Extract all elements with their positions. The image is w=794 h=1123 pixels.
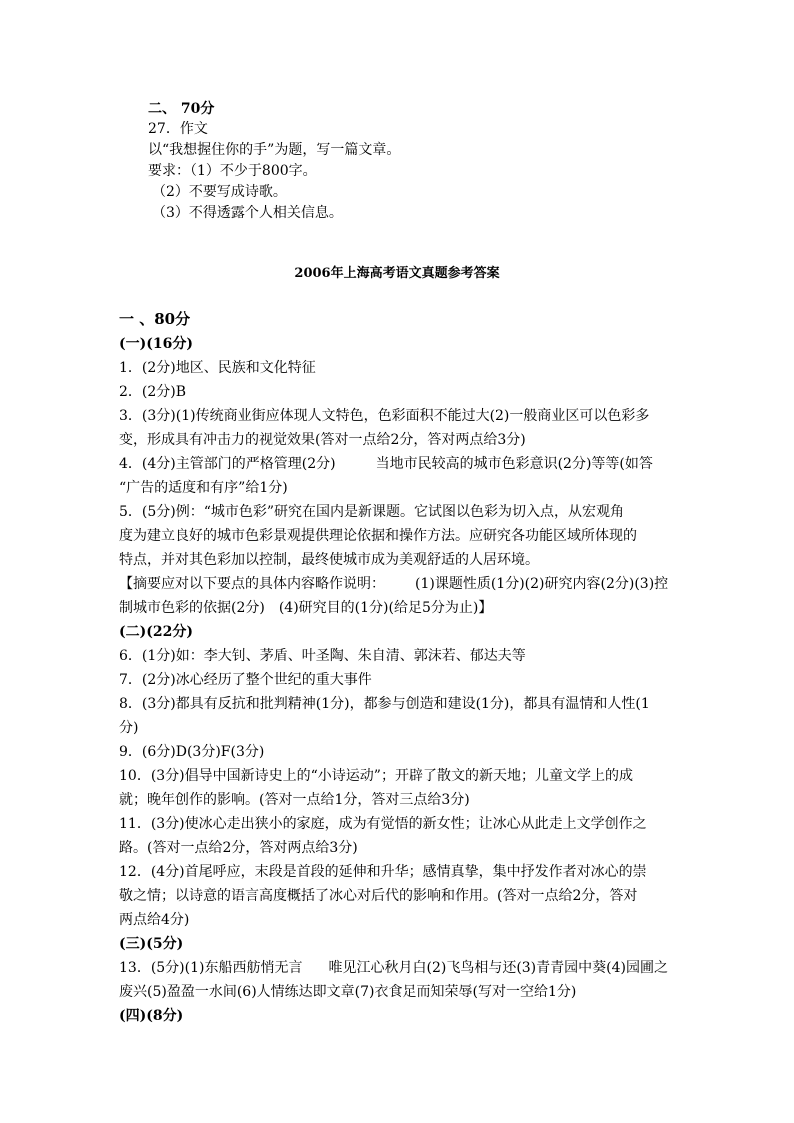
- answer-text: 13．(5分)(1)东船西舫悄无言: [119, 960, 303, 976]
- answer-line: [119, 452, 679, 476]
- answer-line: 路。(答对一点给2分，答对两点给3分): [119, 840, 358, 856]
- question-number: 27．作文: [148, 121, 208, 137]
- answer-line: 两点给4分): [119, 912, 190, 928]
- answer-line: 制城市色彩的依据(2分) (4)研究目的(1分)(给足5分为止)】: [119, 600, 493, 616]
- subsection-heading: (四)(8分): [119, 1008, 184, 1024]
- answer-line: 12．(4分)首尾呼应，末段是首段的延伸和升华；感情真挚，集中抒发作者对冰心的崇: [119, 864, 647, 880]
- answer-line: 就；晚年创作的影响。(答对一点给1分，答对三点给3分): [119, 792, 470, 808]
- answer-line: [119, 956, 679, 980]
- answer-line: 特点，并对其色彩加以控制，最终使城市成为美观舒适的人居环境。: [119, 552, 539, 568]
- answer-line: “广告的适度和有序”给1分): [119, 480, 288, 496]
- answer-line: 3．(3分)(1)传统商业街应体现人文特色，色彩面积不能过大(2)一般商业区可以色彩多: [119, 408, 650, 424]
- answer-line: 8．(3分)都具有反抗和批判精神(1分)，都参与创造和建设(1分)，都具有温情和人性(1: [119, 696, 650, 712]
- answer-line: 度为建立良好的城市色彩景观提供理论依据和操作方法。应研究各功能区域所体现的: [119, 528, 637, 544]
- answer-line: 废兴(5)盈盈一水间(6)人情练达即文章(7)衣食足而知荣辱(写对一空给1分): [119, 984, 577, 1000]
- answer-text: (1)课题性质(1分)(2)研究内容(2分)(3)控: [415, 576, 669, 592]
- essay-section: [148, 99, 748, 224]
- requirement-2: （2）不要写成诗歌。: [152, 184, 287, 200]
- subsection-heading: (一)(16分): [119, 336, 193, 352]
- subsection-heading: (三)(5分): [119, 936, 184, 952]
- requirement-1: 要求：（1）不少于800字。: [148, 163, 317, 179]
- answer-text: 【摘要应对以下要点的具体内容略作说明：: [119, 576, 385, 592]
- requirement-3: （3）不得透露个人相关信息。: [152, 205, 343, 221]
- answer-text: 4．(4分)主管部门的严格管理(2分): [119, 456, 336, 472]
- answer-line: 1．(2分)地区、民族和文化特征: [119, 360, 316, 376]
- answer-line: 9．(6分)D(3分)F(3分): [119, 744, 265, 760]
- essay-prompt: 以“我想握住你的手”为题，写一篇文章。: [148, 142, 401, 158]
- answer-line: [119, 572, 679, 596]
- answers-section: [119, 306, 679, 1028]
- subsection-heading: (二)(22分): [119, 624, 193, 640]
- answer-line: 2．(2分)B: [119, 384, 187, 400]
- answer-line: 变，形成具有冲击力的视觉效果(答对一点给2分，答对两点给3分): [119, 432, 526, 448]
- answer-line: 6．(1分)如：李大钊、茅盾、叶圣陶、朱自清、郭沫若、郁达夫等: [119, 648, 526, 664]
- answer-line: 11．(3分)使冰心走出狭小的家庭，成为有觉悟的新女性；让冰心从此走上文学创作之: [119, 816, 647, 832]
- section-heading: 一 、80分: [119, 310, 191, 328]
- answer-line: 分): [119, 720, 139, 736]
- answer-text: 当地市民较高的城市色彩意识(2分)等等(如答: [375, 456, 653, 472]
- answer-line: 7．(2分)冰心经历了整个世纪的重大事件: [119, 672, 372, 688]
- section-heading: 二、 70分: [148, 101, 215, 117]
- answer-line: 敬之情；以诗意的语言高度概括了冰心对后代的影响和作用。(答对一点给2分，答对: [119, 888, 638, 904]
- answer-line: 5．(5分)例：“城市色彩”研究在国内是新课题。它试图以色彩为切入点，从宏观角: [119, 504, 625, 520]
- answer-text: 唯见江心秋月白(2)飞鸟相与还(3)青青园中葵(4)园圃之: [328, 960, 668, 976]
- answer-line: 10．(3分)倡导中国新诗史上的“小诗运动”；开辟了散文的新天地；儿童文学上的成: [119, 768, 633, 784]
- answers-title: 2006年上海高考语文真题参考答案: [294, 266, 500, 281]
